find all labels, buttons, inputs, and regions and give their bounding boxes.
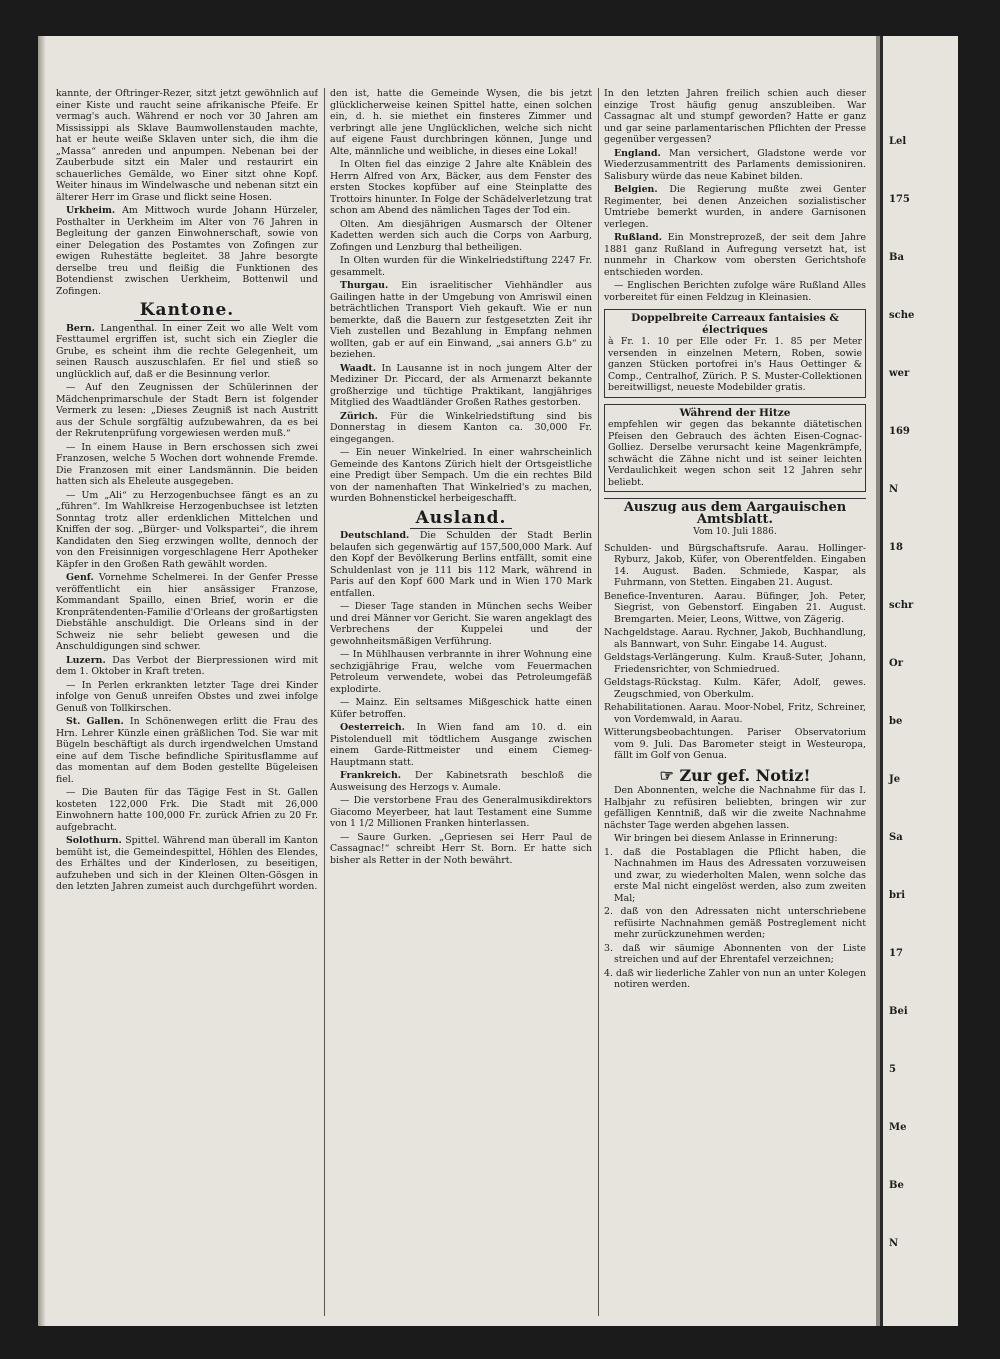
ad-title: Doppelbreite Carreaux fantaisies & électriques xyxy=(631,312,839,336)
notice-text: Den Abonnenten, welche die Nachnahme für das I. Halbjahr zu refüsiren beliebten, bringen wir zur gefälligen Kenntniß, daß wir die zweite Nachnahme nächster Tage werden abgehen lassen. xyxy=(604,785,866,831)
amtsblatt-entry: Schulden- und Bürgschaftsrufe. Aarau. Hollinger-Ryburz, Jakob, Küfer, von Oberentfelden. Eingaben 14. August. Baden. Schmiede, Kaspar, als Fuhrmann, von Stetten. Eingaben 21. August. xyxy=(604,542,866,588)
edge-fragment: Ba xyxy=(889,252,904,263)
column-rule xyxy=(598,88,599,1316)
edge-fragment: 17 xyxy=(889,948,903,959)
notice-text: Wir bringen bei diesem Anlasse in Erinnerung: xyxy=(614,833,838,844)
article-text: Für die Winkelriedstiftung sind bis Donnerstag in diesem Kanton ca. 30,000 Fr. eingegangen. xyxy=(330,410,592,445)
notice-point: 2. daß von den Adressaten nicht unterschriebene refüsirte Nachnahmen gemäß Postreglement nicht mehr zurückzunehmen werden; xyxy=(604,906,866,940)
article-text: Saure Gurken. „Gepriesen sei Herr Paul de Cassagnac!“ schreibt Herr St. Born. Er hatte sich bisher als Retter in der Noth bewährt. xyxy=(330,831,592,866)
edge-fragment: 5 xyxy=(889,1064,896,1075)
article-paragraph xyxy=(330,770,592,793)
article-paragraph xyxy=(56,716,318,785)
article-paragraph: — Die Bauten für das Tägige Fest in St. Gallen kosteten 122,000 Frk. Die Stadt mit 26,000 Einwohnern hatte 100,000 Fr. zurück Afrien zu 20 Fr. aufgebracht. xyxy=(56,787,318,833)
article-paragraph xyxy=(330,280,592,361)
article-text: Um „Ali“ zu Herzogenbuchsee fängt es an zu „führen“. Im Wahlkreise Herzogenbuchsee ist letzten Sonntag trotz aller erdenklichen Mittelchen und Kniffen der sog. „Bürger- und Volkspartei“, die ihrem Kandidaten den Sieg erzwingen wollte, dennoch der von den Freisinnigen vorgeschlagene Herr Apotheker Käpfer in den Großen Rath gewählt worden. xyxy=(56,489,318,570)
article-list xyxy=(604,148,866,304)
amtsblatt-entry: Witterungsbeobachtungen. Pariser Observatorium vom 9. Juli. Das Barometer steigt in Westeuropa, fällt im Golf von Genua. xyxy=(604,727,866,761)
amtsblatt-title: Auszug aus dem Aargauischen Amtsblatt. xyxy=(604,498,866,525)
article-text: Mainz. Ein seltsames Mißgeschick hatte einen Küfer betroffen. xyxy=(330,697,592,720)
article-text: Langenthal. In einer Zeit wo alle Welt vom Festtaumel ergriffen ist, sucht sich ein Ziegler die Grube, es scheint ihm die rechte Gelegenheit, um seinen Rausch auszuschlafen. Er fiel und stieß so unglücklich auf, daß er die Besinnung verlor. xyxy=(56,322,318,380)
edge-fragment: Be xyxy=(889,1180,904,1191)
article-paragraph: — Um „Ali“ zu Herzogenbuchsee fängt es an zu „führen“. Im Wahlkreise Herzogenbuchsee ist letzten Sonntag trotz aller erdenklichen Mittelchen und Kniffen der sog. „Bürger- und Volkspartei“, die ihrem Kandidaten den Sieg erzwingen wollte, dennoch der von den Freisinnigen vorgeschlagene Herr Apotheker Käpfer in den Großen Rath gewählt worden. xyxy=(56,489,318,570)
article-text: Ein neuer Winkelried. In einer wahrscheinlich Gemeinde des Kantons Zürich hielt der Ortsgeistliche eine Predigt über Sempach. Um die ein rechtes Bild von der namenhaften That Winkelried's zu machen, wurden Bohnenstickel herbeigeschafft. xyxy=(330,447,592,504)
column-2 xyxy=(330,88,592,1316)
article-text: Man versichert, Gladstone werde vor Wiederzusammentritt des Parlaments demissioniren. Salisbury würde das neue Kabinet bilden. xyxy=(604,147,866,182)
place-label: Thurgau. xyxy=(340,280,402,291)
place-label: Deutschland. xyxy=(340,530,420,541)
edge-fragment: 175 xyxy=(889,194,910,205)
article-paragraph xyxy=(330,411,592,446)
article-text: In Perlen erkrankten letzter Tage drei Kinder infolge von Genuß unreifen Obstes und zwei infolge Genuß von Tollkirschen. xyxy=(56,679,318,714)
article-text: Dieser Tage standen in München sechs Weiber und drei Männer vor Gericht. Sie waren angeklagt des Verbrechens der Kuppelei und der gewohnheitsmäßigen Verführung. xyxy=(330,601,592,647)
place-label: Waadt. xyxy=(340,362,382,374)
article-list xyxy=(330,280,592,505)
article-paragraph: — Mainz. Ein seltsames Mißgeschick hatte einen Küfer betroffen. xyxy=(330,697,592,720)
advertisement xyxy=(604,309,866,398)
place-label: Belgien. xyxy=(614,184,670,195)
article-text: In Schönenwegen erlitt die Frau des Hrn. Lehrer Künzle einen gräßlichen Tod. Sie war mit Bügeln beschäftigt als durch irgendwelchen Umstand eine auf dem Tische befindliche Spiritusflamme auf das momentan auf dem Boden gestellte Bügeleisen fiel. xyxy=(56,716,318,785)
article-text: Englischen Berichten zufolge wäre Rußland Alles vorbereitet für einen Feldzug in Kleinasien. xyxy=(604,280,866,303)
article-paragraph xyxy=(604,184,866,230)
notice-points xyxy=(604,847,866,991)
edge-fragment: wer xyxy=(889,368,910,379)
article-text: Spittel. Während man überall im Kanton bemüht ist, die Gemeindespittel, Höhlen des Elendes, des Erhältes und der Kinderlosen, zu beseitigen, aufzuheben und sich in der Kleinen Olten-Gösgen in den letzten Jahren zumeist auch durchgeführt worden. xyxy=(56,835,318,892)
article-text: In Olten wurden für die Winkelriedstiftung 2247 Fr. gesammelt. xyxy=(330,255,592,278)
article-text: In Mühlhausen verbrannte in ihrer Wohnung eine sechzigjährige Frau, welche vom Feuermachen Petroleum verwendete, wobei das Petroleumgefäß explodirte. xyxy=(330,649,592,695)
amtsblatt-entry: Benefice-Inventuren. Aarau. Büfinger, Joh. Peter, Siegrist, von Gebenstorf. Eingaben 21. August. Bremgarten. Meier, Leons, Wittwe, von Zägerig. xyxy=(604,590,866,625)
article-text: Ein israelitischer Viehhändler aus Gailingen hatte in der Umgebung von Amriswil einen beträchtlichen Transport Vieh gekauft. Wie er nun bemerkte, daß die Bauern zur festgesetzten Zeit ihr Vieh zustellen und Bezahlung in Empfang nehmen wollten, gab er auf ein Einwand, „sai anners G.b“ zu beziehen. xyxy=(330,280,592,360)
amtsblatt-entry: Nachgeldstage. Aarau. Rychner, Jakob, Buchhandlung, als Bannwart, von Suhr. Eingabe 14. August. xyxy=(604,627,866,650)
section-heading: Kantone. xyxy=(56,305,318,317)
newspaper-page xyxy=(38,36,958,1326)
article-text: Ein Monstreprozeß, der seit dem Jahre 1881 ganz Rußland in Aufregung versetzt hat, ist nunmehr in Charkow vom obersten Gerichtshofe entschieden worden. xyxy=(604,232,866,278)
adjacent-page-edge xyxy=(880,36,958,1326)
ad-text: empfehlen wir gegen das bekannte diätetischen Pfeisen den Gebrauch des ächten Eisen-Cognac-Golliez. Derselbe verursacht keine Magenkrämpfe, schwächt die Zähne nicht und ist seiner leichten Verdaulichkeit wegen schon seit 12 Jahren sehr beliebt. xyxy=(608,419,862,488)
ad-text: à Fr. 1. 10 per Elle oder Fr. 1. 85 per Meter versenden in einzelnen Metern, Roben, sowie ganzen Stücken portofrei in's Haus Oettinger & Comp., Centralhof, Zürich. P. S. Muster-Collektionen bereitwilligst, neueste Modebilder gratis. xyxy=(608,336,862,393)
article-paragraph xyxy=(604,232,866,278)
amtsblatt-list xyxy=(604,543,866,762)
article-text: Das Verbot der Bierpressionen wird mit dem 1. Oktober in Kraft treten. xyxy=(56,654,318,677)
article-text: Die Schulden der Stadt Berlin belaufen sich gegenwärtig auf 157,500,000 Mark. Auf den Kopf der Bevölkerung Berlins entfällt, somit eine Schuldenlast von je 111 bis 112 Mark, während in Paris auf den Kopf 600 Mark und in Wien 170 Mark entfallen. xyxy=(330,530,592,599)
article-text: den ist, hatte die Gemeinde Wysen, die bis jetzt glücklicherweise keinen Spittel hatte, einen solchen ein, d. h. sie miethet ein finsteres Zimmer und verbringt alle jene Unglücklichen, welche sich nicht auf eigene Faust durchbringen können, Junge und Alte, männliche und weibliche, in dieses eine Lokal! xyxy=(330,88,592,157)
article-paragraph: — In Mühlhausen verbrannte in ihrer Wohnung eine sechzigjährige Frau, welche vom Feuermachen Petroleum verwendete, wobei das Petroleumgefäß explodirte. xyxy=(330,649,592,695)
article-text: Am Mittwoch wurde Johann Hürzeler, Posthalter in Uerkheim im Alter von 76 Jahren in Begleitung der ganzen Einwohnerschaft, sowie von einer Delegation des Postamtes von Zofingen zur ewigen Ruhestätte begleitet. 38 Jahre besorgte derselbe treu und fleißig die Funktionen des Botendienst zwischen Uerkheim, Bottenwil und Zofingen. xyxy=(56,205,318,297)
place-label: Solothurn. xyxy=(66,835,126,846)
place-label: Oesterreich. xyxy=(340,722,417,733)
amtsblatt-entry: Rehabilitationen. Aarau. Moor-Nobel, Fritz, Schreiner, von Vordemwald, in Aarau. xyxy=(604,702,866,725)
article-paragraph xyxy=(330,722,592,768)
article-paragraph xyxy=(330,363,592,409)
edge-fragment: Sa xyxy=(889,832,903,843)
place-label: Bern. xyxy=(66,322,101,334)
article-paragraph: — Auf den Zeugnissen der Schülerinnen der Mädchenprimarschule der Stadt Bern ist folgender Vermerk zu lesen: „Dieses Zeugniß ist nach Austritt aus der Schule sorgfältig aufzubewahren, da es bei der Rekrutenprüfung vorgewiesen werden muß.“ xyxy=(56,382,318,439)
notice-point: 3. daß wir säumige Abonnenten von der Liste streichen und auf der Ehrentafel verzeichnen; xyxy=(604,942,866,965)
ad-title: Während der Hitze xyxy=(679,406,791,419)
edge-fragment: schr xyxy=(889,600,914,611)
article-paragraph xyxy=(56,655,318,678)
article-text: In Olten fiel das einzige 2 Jahre alte Knäblein des Herrn Alfred von Arx, Bäcker, aus dem Fenster des ersten Stockes kopfüber auf eine Steinplatte des Trottoirs hinunter. In Folge der Schädelverletzung trat schon am Abend des nämlichen Tages der Tod ein. xyxy=(330,159,592,216)
edge-fragment: 169 xyxy=(889,426,910,437)
place-label: England. xyxy=(614,147,669,159)
article-text: In Lausanne ist in noch jungem Alter der Mediziner Dr. Piccard, der als Armenarzt bekannte großherzige und tüchtige Praktikant, langjähriges Mitglied des Waadtländer Großen Rathes gestorben. xyxy=(330,362,592,408)
article-paragraph: — In einem Hause in Bern erschossen sich zwei Franzosen, welche 5 Wochen dort wohnende Fremde. Die Franzosen mit einer Landsmännin. Die beiden hatten sich als Eheleute ausgegeben. xyxy=(56,441,318,487)
article-paragraph xyxy=(604,148,866,183)
place-label: Urkheim. xyxy=(66,205,116,216)
article-paragraph xyxy=(56,323,318,381)
amtsblatt-date: Vom 10. Juli 1886. xyxy=(693,527,777,537)
edge-fragment: N xyxy=(889,484,899,495)
column-rule xyxy=(324,88,325,1316)
article-text: kannte, der Oftringer-Rezer, sitzt jetzt gewöhnlich auf einer Kiste und raucht seine afrikanische Pfeife. Er vermag's auch. Während er noch vor 30 Jahren am Mississippi als Sklave Baumwollenstauden machte, hat er heute weiße Sklaven unter sich, die ihm die „Massa“ anreden und anpumpen. Nebenan bei der Zauberbude sitzt ein Maler und restaurirt ein schauerliches Gemälde, wo Einer sitzt ohne Kopf. Weiter hinaus im Windelwasche und nebenan sitzt ein älterer Herr im Grase und flickt seine Hosen. xyxy=(56,88,318,203)
article-paragraph: — Ein neuer Winkelried. In einer wahrscheinlich Gemeinde des Kantons Zürich hielt der Ortsgeistliche eine Predigt über Sempach. Um die ein rechtes Bild von der namenhaften That Winkelried's zu machen, wurden Bohnenstickel herbeigeschafft. xyxy=(330,447,592,504)
edge-fragment: Or xyxy=(889,658,903,669)
article-text: In einem Hause in Bern erschossen sich zwei Franzosen, welche 5 Wochen dort wohnende Fremde. Die Franzosen mit einer Landsmännin. Die beiden hatten sich als Eheleute ausgegeben. xyxy=(56,441,318,487)
article-text: Die Regierung mußte zwei Genter Regimenter, bei denen Anzeichen sozialistischer Umtriebe bemerkt wurden, in andere Garnisonen verlegen. xyxy=(604,184,866,230)
article-list xyxy=(56,323,318,893)
article-paragraph: — Die verstorbene Frau des Generalmusikdirektors Giacomo Meyerbeer, hat laut Testament eine Summe von 1 1/2 Millionen Franken hinterlassen. xyxy=(330,795,592,829)
article-text: In Wien fand am 10. d. ein Pistolenduell mit tödtlichem Ausgange zwischen einem Garde-Rittmeister und einem Ciemeg-Hauptmann statt. xyxy=(330,722,592,768)
article-text: Auf den Zeugnissen der Schülerinnen der Mädchenprimarschule der Stadt Bern ist folgender Vermerk zu lesen: „Dieses Zeugniß ist nach Austritt aus der Schule sorgfältig aufzubewahren, da es bei der Rekrutenprüfung vorgewiesen werden muß.“ xyxy=(56,382,318,439)
place-label: St. Gallen. xyxy=(66,716,130,727)
notice-point: 1. daß die Postablagen die Pflicht haben, die Nachnahmen im Haus des Adressaten vorzuweisen und zwar, zu wiederholten Malen, wenn solche das erste Mal nicht eingelöst werden, also zum zweiten Mal; xyxy=(604,846,866,904)
edge-fragment: Je xyxy=(889,774,901,785)
edge-fragment: Bei xyxy=(889,1006,908,1017)
article-text: Vornehme Schelmerei. In der Genfer Presse veröffentlicht ein hier ansässiger Franzose, Kommandant Spaillo, einen Brief, worin er die Kronprätendenten-Familie d'Orleans der großartigsten Diebstähle anschuldigt. Die Orleans sind in der Schweiz nie sehr beliebt gewesen und die Anschuldigungen sind schwer. xyxy=(56,572,318,652)
place-label: Luzern. xyxy=(66,654,113,666)
article-text: Die verstorbene Frau des Generalmusikdirektors Giacomo Meyerbeer, hat laut Testament eine Summe von 1 1/2 Millionen Franken hinterlassen. xyxy=(330,795,592,829)
edge-fragment: bri xyxy=(889,890,906,901)
article-paragraph: — Dieser Tage standen in München sechs Weiber und drei Männer vor Gericht. Sie waren angeklagt des Verbrechens der Kuppelei und der gewohnheitsmäßigen Verführung. xyxy=(330,601,592,647)
notice-title: ☞ Zur gef. Notiz! xyxy=(659,765,811,785)
article-paragraph xyxy=(56,835,318,893)
article-paragraph xyxy=(56,205,318,297)
article-text: Die Bauten für das Tägige Fest in St. Gallen kosteten 122,000 Frk. Die Stadt mit 26,000 Einwohnern hatte 100,000 Fr. zurück Afrien zu 20 Fr. aufgebracht. xyxy=(56,787,318,833)
article-paragraph xyxy=(56,572,318,653)
amtsblatt-entry: Geldstags-Verlängerung. Kulm. Krauß-Suter, Johann, Friedensrichter, von Schmiedrued. xyxy=(604,652,866,675)
article-list xyxy=(330,530,592,866)
place-label: Genf. xyxy=(66,572,99,583)
article-paragraph xyxy=(330,530,592,599)
edge-fragment: be xyxy=(889,716,903,727)
place-label: Rußland. xyxy=(614,232,668,243)
article-paragraph: — Saure Gurken. „Gepriesen sei Herr Paul de Cassagnac!“ schreibt Herr St. Born. Er hatte sich bisher als Retter in der Noth bewährt. xyxy=(330,831,592,866)
edge-fragment: N xyxy=(889,1238,899,1249)
article-text: In den letzten Jahren freilich schien auch dieser einzige Trost häufig genug anszubleiben. War Cassagnac alt und stumpf geworden? Hatte er ganz und gar seine parlamentarischen Pflichten der Presse gegenüber vergessen? xyxy=(604,88,866,145)
article-paragraph: — Englischen Berichten zufolge wäre Rußland Alles vorbereitet für einen Feldzug in Kleinasien. xyxy=(604,280,866,303)
notice-point: 4. daß wir liederliche Zahler von nun an unter Kolegen notiren werden. xyxy=(604,967,866,990)
place-label: Frankreich. xyxy=(340,770,415,781)
advertisement xyxy=(604,404,866,493)
column-1 xyxy=(56,88,318,1316)
amtsblatt-entry: Geldstags-Rückstag. Kulm. Käfer, Adolf, gewes. Zeugschmied, von Oberkulm. xyxy=(604,677,866,700)
article-text: Der Kabinetsrath beschloß die Ausweisung des Herzogs v. Aumale. xyxy=(330,770,592,793)
article-paragraph: — In Perlen erkrankten letzter Tage drei Kinder infolge von Genuß unreifen Obstes und zwei infolge Genuß von Tollkirschen. xyxy=(56,679,318,714)
edge-fragment: 18 xyxy=(889,542,903,553)
article-text: Olten. Am diesjährigen Ausmarsch der Oltener Kadetten werden sich auch die Corps von Aarburg, Zofingen und Lenzburg thal betheiligen. xyxy=(330,218,592,253)
edge-fragment: sche xyxy=(889,310,915,321)
edge-fragment: Me xyxy=(889,1122,907,1133)
section-heading: Ausland. xyxy=(330,513,592,525)
column-3 xyxy=(604,88,866,1316)
place-label: Zürich. xyxy=(340,410,391,422)
edge-fragment: Lel xyxy=(889,136,907,147)
